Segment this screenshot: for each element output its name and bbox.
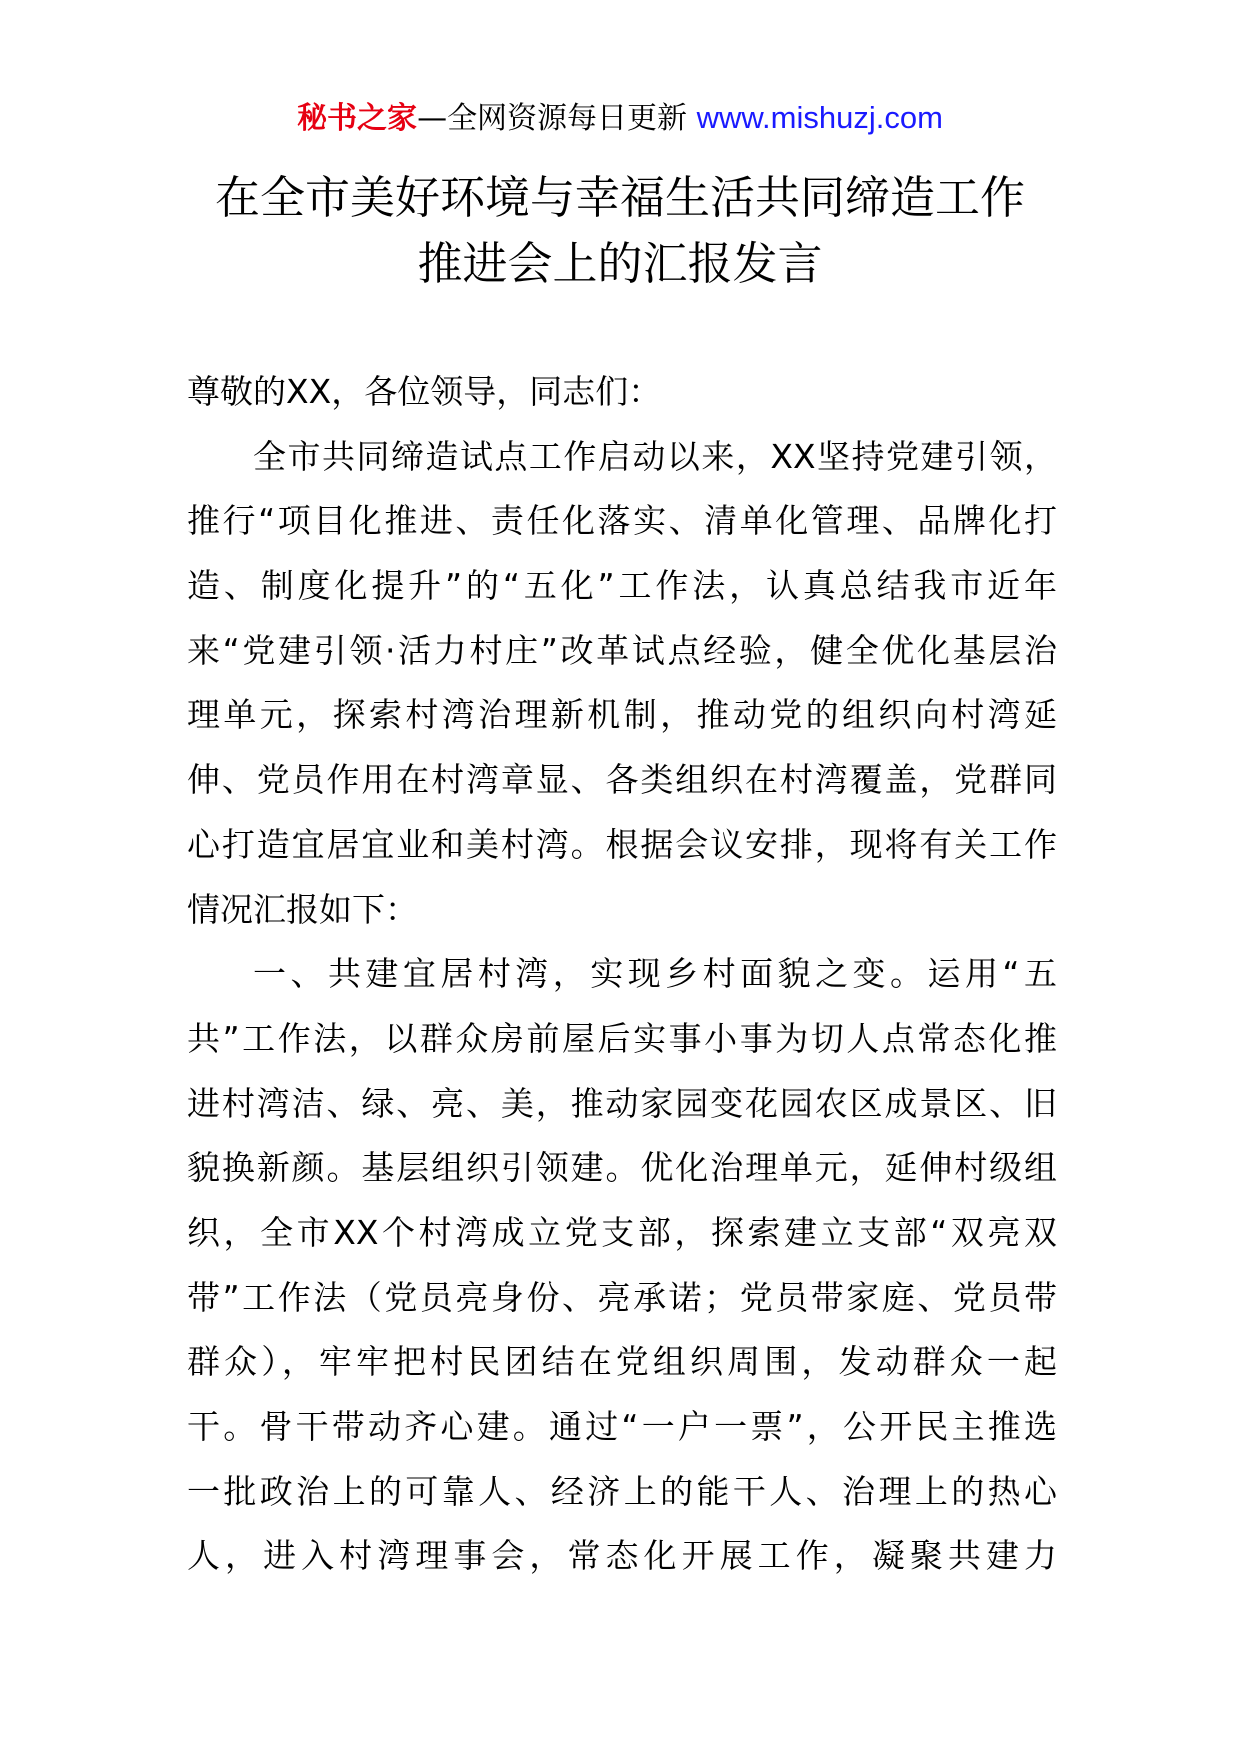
paragraph-line: 共”工作法，以群众房前屋后实事小事为切人点常态化推	[187, 1018, 1057, 1058]
paragraph-line: 理单元，探索村湾治理新机制，推动党的组织向村湾延	[187, 695, 1057, 735]
paragraph-line: 情况汇报如下：	[187, 889, 418, 929]
paragraph-line: 干。骨干带动齐心建。通过“一户一票”，公开民主推选	[187, 1407, 1057, 1446]
document-title	[0, 165, 1240, 297]
paragraph-line: 造、制度化提升”的“五化”工作法，认真总结我市近年	[187, 566, 1057, 606]
title-line-2: 推进会上的汇报发言	[417, 237, 823, 290]
paragraph-line: 带”工作法（党员亮身份、亮承诺；党员带家庭、党员带	[187, 1277, 1057, 1317]
paragraph-line: 来“党建引领·活力村庄”改革试点经验，健全优化基层治	[187, 630, 1057, 670]
paragraph-line: 群众），牢牢把村民团结在党组织周围，发动群众一起	[187, 1342, 1057, 1382]
paragraph-line: 织，全市XX个村湾成立党支部，探索建立支部“双亮双	[187, 1212, 1057, 1252]
paragraph-line: 人，进入村湾理事会，常态化开展工作，凝聚共建力	[187, 1536, 1057, 1576]
document-body	[187, 360, 1057, 1589]
salutation: 尊敬的XX，各位领导，同志们：	[187, 372, 662, 411]
paragraph-line: 进村湾洁、绿、亮、美，推动家园变花园农区成景区、旧	[187, 1083, 1057, 1123]
header-tagline: —全网资源每日更新	[417, 101, 688, 136]
brand-name: 秘书之家	[297, 101, 418, 136]
section-heading-line: 一、共建宜居村湾，实现乡村面貌之变。运用“五	[253, 954, 1057, 994]
paragraph-line: 推行“项目化推进、责任化落实、清单化管理、品牌化打	[187, 501, 1057, 541]
paragraph-line: 伸、党员作用在村湾章显、各类组织在村湾覆盖，党群同	[187, 760, 1057, 800]
watermark-header	[0, 98, 1240, 139]
paragraph-line: 一批政治上的可靠人、经济上的能干人、治理上的热心	[187, 1471, 1057, 1511]
paragraph-line: 全市共同缔造试点工作启动以来，XX坚持党建引领，	[253, 436, 1057, 476]
site-url[interactable]: www.mishuzj.com	[696, 100, 943, 135]
title-line-1: 在全市美好环境与幸福生活共同缔造工作	[214, 171, 1025, 224]
paragraph-line: 心打造宜居宜业和美村湾。根据会议安排，现将有关工作	[187, 824, 1057, 864]
paragraph-line: 貌换新颜。基层组织引领建。优化治理单元，延伸村级组	[187, 1148, 1057, 1188]
